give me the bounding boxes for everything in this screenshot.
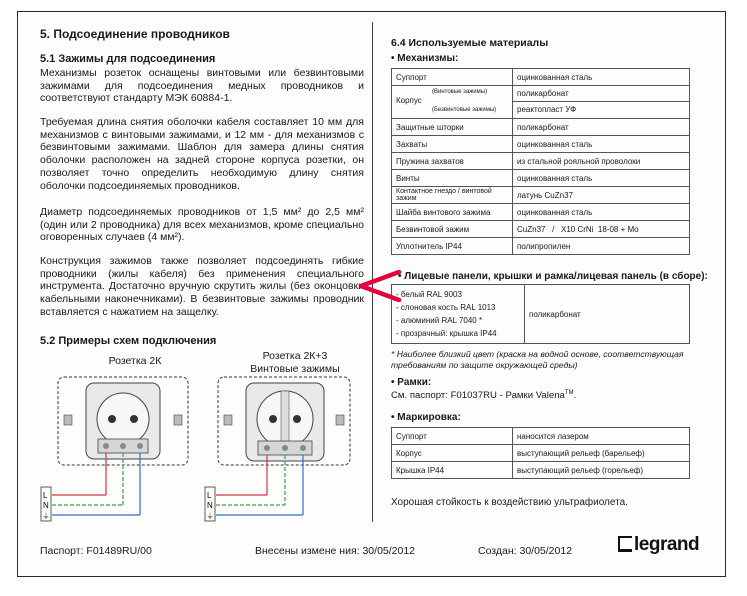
- panels-label: • Лицевые панели, крышки и рамка/лицевая панель (в сборе):: [398, 271, 708, 282]
- annotation-arrow-icon: [355, 270, 403, 302]
- table-row: - белый RAL 9003 - слоновая кость RAL 1013 - алюминий RAL 7040 * - прозрачный: крышка IP44 поликарбонат: [392, 285, 690, 344]
- diagram-2k3-caption-line2: Винтовые зажимы: [250, 363, 340, 375]
- footer-created: Создан: 30/05/2012: [478, 545, 573, 557]
- table-row: Корпус (Винтовые зажимы) (Безвинтовые зажимы) поликарбонат реактопласт УФ: [392, 86, 690, 119]
- frames-label: • Рамки:: [391, 377, 432, 388]
- legrand-logo: legrand: [618, 534, 699, 556]
- mechanisms-label: • Механизмы:: [391, 53, 459, 64]
- socket-2k-diagram: [58, 377, 188, 465]
- subsection-wiring-title: 5.2 Примеры схем подключения: [40, 335, 217, 347]
- wire-label-n-2: N: [207, 501, 213, 510]
- frames-reference: См. паспорт: F01037RU - Рамки Valena™.: [391, 390, 577, 402]
- table-row: Суппорт оцинкованная сталь: [392, 69, 690, 86]
- table-row: Уплотнитель IP44 полипропилен: [392, 238, 690, 255]
- table-row: Винты оцинкованная сталь: [392, 170, 690, 187]
- paragraph-stripping-length: Требуемая длина снятия оболочки кабеля составляет 10 мм для механизмов с винтовыми зажимами, и 12 мм - для механизмов с безвинтовыми зажимами. Шаблон для замера длины снятия оболочки расположен на задней стороне корпуса розетки, он позволяет точно определить необходимую длину снятия оболочки подсоединяемых проводников.: [40, 116, 364, 192]
- table-row: Пружина захватов из стальной рояльной проволоки: [392, 153, 690, 170]
- ground-icon-1: ⏚: [42, 512, 50, 521]
- socket-2k3-diagram: [218, 377, 350, 465]
- socket-2k3-wires: [216, 455, 303, 515]
- legrand-mark-icon: [618, 536, 632, 552]
- wire-label-n-1: N: [43, 501, 49, 510]
- diagram-2k-caption: Розетка 2К: [108, 355, 162, 367]
- table-row: Корпус выступающий рельеф (барельеф): [392, 445, 690, 462]
- footer-changes: Внесены измене ния: 30/05/2012: [255, 545, 416, 557]
- section-title: 5. Подсоединение проводников: [40, 27, 230, 41]
- materials-table: [391, 68, 690, 255]
- paragraph-terminals: Механизмы розеток оснащены винтовыми или безвинтовыми зажимами для подсоединения медных проводников и соответствуют стандарту МЭК 60884-1.: [40, 67, 364, 105]
- table-row: Крышка IP44 выступающий рельеф (горельеф): [392, 462, 690, 479]
- subsection-terminals-title: 5.1 Зажимы для подсоединения: [40, 53, 216, 65]
- table-row: Контактное гнездо / винтовой зажим латунь CuZn37: [392, 187, 690, 204]
- table-row: Безвинтовой зажим CuZn37 / X10 CrNi 18-08 + Mo: [392, 221, 690, 238]
- diagram-2k3-caption-line1: Розетка 2К+3: [262, 350, 328, 362]
- color-footnote: * Наиболее близкий цвет (краска на водной основе, соответствующая требованиям по защите окружающей среды): [391, 349, 684, 370]
- table-row: Шайба винтового зажима оцинкованная сталь: [392, 204, 690, 221]
- table-row: Суппорт наносится лазером: [392, 428, 690, 445]
- uv-resistance-text: Хорошая стойкость к воздействию ультрафиолета.: [391, 497, 628, 508]
- footer-passport: Паспорт: F01489RU/00: [40, 545, 152, 557]
- socket-2k-wires: [52, 453, 140, 515]
- ground-icon-2: ⏚: [206, 512, 214, 521]
- marking-table: [391, 427, 690, 479]
- marking-label: • Маркировка:: [391, 412, 461, 423]
- materials-title: 6.4 Используемые материалы: [391, 37, 549, 49]
- table-row: Защитные шторки поликарбонат: [392, 119, 690, 136]
- wire-label-l-1: L: [43, 491, 48, 500]
- paragraph-flexible-conductors: Конструкция зажимов также позволяет подсоединять гибкие проводники (жилы кабеля) без применения специального инструмента. Достаточно вручную скрутить жилы (без оконцовки кабельными наконечниками). В безвинтовые зажимы проводник вставляется с нажатием на защелку.: [40, 255, 364, 318]
- panels-table: [391, 284, 690, 344]
- wire-label-l-2: L: [207, 491, 212, 500]
- wiring-diagrams: [38, 355, 368, 525]
- table-row: Захваты оцинкованная сталь: [392, 136, 690, 153]
- paragraph-conductor-diameter: Диаметр подсоединяемых проводников от 1,5 мм² до 2,5 мм² (один или 2 проводника) для всех механизмов, кроме специально оговоренных случаев (4 мм²).: [40, 206, 364, 244]
